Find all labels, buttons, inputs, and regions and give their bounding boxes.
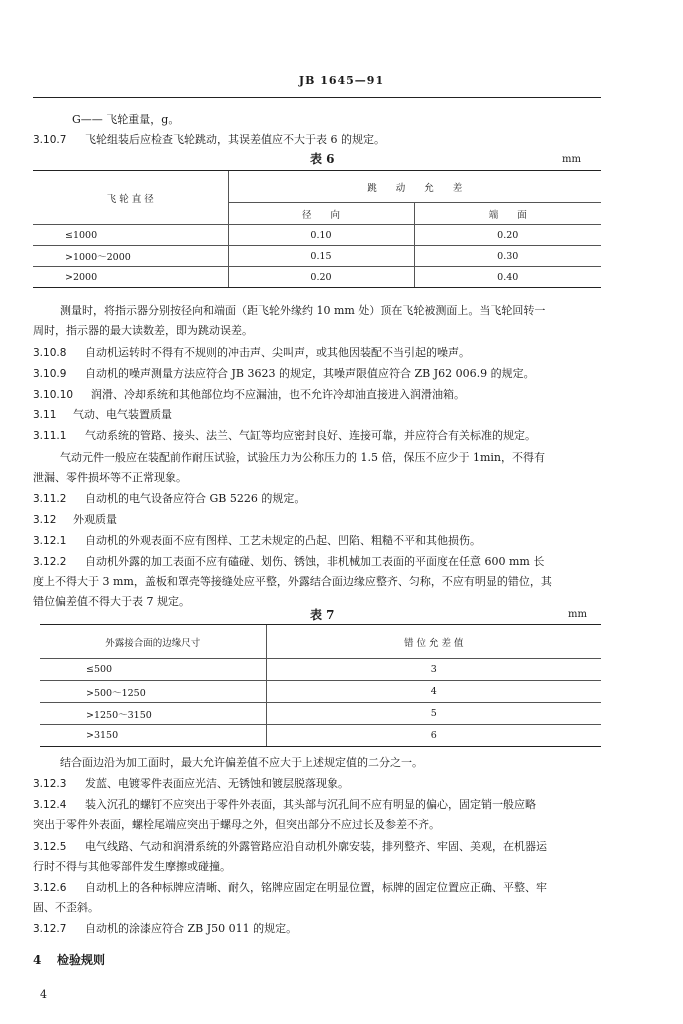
section-3-11 xyxy=(33,408,172,422)
table6-header-diameter: 飞 轮 直 径 xyxy=(33,171,228,225)
section-number: 3.12.7 xyxy=(33,923,67,935)
section-3-10-7 xyxy=(33,133,385,147)
table-row xyxy=(33,225,601,246)
table6-cell-dia: >2000 xyxy=(33,267,228,288)
section-number: 3.11.1 xyxy=(33,430,67,442)
section-3-12 xyxy=(33,513,117,527)
page-header-doc-code: JB 1645—91 xyxy=(298,74,385,87)
table6-header-runout: 跳 动 允 差 xyxy=(228,171,601,203)
section-number: 3.12 xyxy=(33,514,57,526)
section-text: 装入沉孔的螺钉不应突出于零件外表面，其头部与沉孔间不应有明显的偏心，固定销一般应略 xyxy=(85,798,536,811)
section-number: 3.12.2 xyxy=(33,556,67,568)
section-4-heading xyxy=(33,953,105,967)
table7-cell-size: >500～1250 xyxy=(40,681,266,703)
para-pneumatic-line2: 泄漏、零件损坏等不正常现象。 xyxy=(33,471,187,484)
table6-header-face: 端 面 xyxy=(414,203,601,225)
table-row xyxy=(40,681,601,703)
section-3-12-7 xyxy=(33,922,297,936)
table7 xyxy=(40,624,601,747)
table7-cell-dev: 5 xyxy=(266,703,601,725)
page-number: 4 xyxy=(40,988,47,1001)
table-row xyxy=(40,703,601,725)
section-number: 3.11.2 xyxy=(33,493,67,505)
table6-cell-dia: >1000～2000 xyxy=(33,246,228,267)
section-text: 飞轮组装后应检查飞轮跳动，其误差值应不大于表 6 的规定。 xyxy=(85,133,385,146)
section-text: 自动机的电气设备应符合 GB 5226 的规定。 xyxy=(85,492,306,505)
table6-cell-radial: 0.15 xyxy=(228,246,414,267)
section-text: 检验规则 xyxy=(57,953,106,967)
section-text: 气动系统的管路、接头、法兰、气缸等均应密封良好、连接可靠，并应符合有关标准的规定。 xyxy=(85,429,536,442)
table-row xyxy=(40,659,601,681)
section-number: 3.10.8 xyxy=(33,347,67,359)
section-3-12-5-line2: 行时不得与其他零部件发生摩擦或碰撞。 xyxy=(33,860,231,873)
section-number: 3.12.3 xyxy=(33,778,67,790)
section-text: 发蓝、电镀零件表面应光洁、无锈蚀和镀层脱落现象。 xyxy=(85,777,349,790)
table7-header-deviation: 错 位 允 差 值 xyxy=(266,625,601,659)
section-text: 自动机外露的加工表面不应有磕碰、划伤、锈蚀，非机械加工表面的平面度在任意 600 mm 长 xyxy=(85,555,545,568)
table6-header-radial: 径 向 xyxy=(228,203,414,225)
section-3-12-2-line3: 错位偏差值不得大于表 7 规定。 xyxy=(33,595,190,608)
table7-unit: mm xyxy=(568,609,587,620)
table6-cell-dia: ≤1000 xyxy=(33,225,228,246)
table6-cell-radial: 0.10 xyxy=(228,225,414,246)
section-3-12-4 xyxy=(33,798,536,812)
para-measure-line1: 测量时，将指示器分别按径向和端面（距飞轮外缘约 10 mm 处）顶在飞轮被测面上。当飞轮回转一 xyxy=(60,304,546,317)
table-row xyxy=(33,267,601,288)
section-3-12-3 xyxy=(33,777,349,791)
section-number: 3.10.10 xyxy=(33,389,74,401)
table7-cell-dev: 4 xyxy=(266,681,601,703)
table6-unit: mm xyxy=(562,154,581,165)
para-measure-line2: 周时，指示器的最大读数差，即为跳动误差。 xyxy=(33,324,253,337)
table-row xyxy=(40,725,601,747)
section-number: 3.11 xyxy=(33,409,57,421)
section-number: 3.10.7 xyxy=(33,134,67,146)
table7-header-size: 外露接合面的边缘尺寸 xyxy=(40,625,266,659)
table7-cell-dev: 3 xyxy=(266,659,601,681)
section-text: 润滑、冷却系统和其他部位均不应漏油，也不允许冷却油直接进入润滑油箱。 xyxy=(91,388,465,401)
section-text: 电气线路、气动和润滑系统的外露管路应沿自动机外廓安装，排列整齐、牢固、美观，在机器运 xyxy=(85,840,547,853)
section-number: 3.10.9 xyxy=(33,368,67,380)
section-text: 自动机的涂漆应符合 ZB J50 011 的规定。 xyxy=(85,922,298,935)
section-number: 3.12.5 xyxy=(33,841,67,853)
section-3-12-4-line2: 突出于零件外表面，螺栓尾端应突出于螺母之外，但突出部分不应过长及参差不齐。 xyxy=(33,818,440,831)
section-3-12-6-line2: 固、不歪斜。 xyxy=(33,901,99,914)
table7-cell-dev: 6 xyxy=(266,725,601,747)
section-3-12-6 xyxy=(33,881,547,895)
section-3-11-1 xyxy=(33,429,536,443)
header-rule xyxy=(33,97,601,98)
section-3-10-8 xyxy=(33,346,470,360)
section-text: 自动机的外观表面不应有图样、工艺未规定的凸起、凹陷、粗糙不平和其他损伤。 xyxy=(85,534,481,547)
para-pneumatic-line1: 气动元件一般应在装配前作耐压试验，试验压力为公称压力的 1.5 倍，保压不应少于 1min，不得有 xyxy=(60,451,546,464)
table-row xyxy=(33,246,601,267)
section-number: 4 xyxy=(33,953,42,967)
section-number: 3.12.1 xyxy=(33,535,67,547)
para-g-definition: G—— 飞轮重量，g。 xyxy=(72,113,180,126)
section-number: 3.12.6 xyxy=(33,882,67,894)
section-text: 外观质量 xyxy=(73,513,117,526)
section-3-10-10 xyxy=(33,388,465,402)
section-3-11-2 xyxy=(33,492,305,506)
section-text: 气动、电气装置质量 xyxy=(73,408,172,421)
section-3-12-2 xyxy=(33,555,544,569)
table6-cell-radial: 0.20 xyxy=(228,267,414,288)
table6 xyxy=(33,170,601,288)
section-text: 自动机上的各种标牌应清晰、耐久，铭牌应固定在明显位置，标牌的固定位置应正确、平整、牢 xyxy=(85,881,547,894)
table6-cell-face: 0.40 xyxy=(414,267,601,288)
section-3-10-9 xyxy=(33,367,535,381)
table6-cell-face: 0.30 xyxy=(414,246,601,267)
section-3-12-5 xyxy=(33,840,547,854)
section-3-12-2-line2: 度上不得大于 3 mm，盖板和罩壳等接缝处应平整，外露结合面边缘应整齐、匀称，不应有明显的错位，其 xyxy=(33,575,552,588)
table7-cell-size: >3150 xyxy=(40,725,266,747)
section-text: 自动机运转时不得有不规则的冲击声、尖叫声，或其他因装配不当引起的噪声。 xyxy=(85,346,470,359)
section-number: 3.12.4 xyxy=(33,799,67,811)
table7-cell-size: >1250～3150 xyxy=(40,703,266,725)
table7-caption: 表 7 xyxy=(310,608,335,622)
section-3-12-1 xyxy=(33,534,481,548)
table7-cell-size: ≤500 xyxy=(40,659,266,681)
para-joint-edge: 结合面边沿为加工面时，最大允许偏差值不应大于上述规定值的二分之一。 xyxy=(60,756,423,769)
section-text: 自动机的噪声测量方法应符合 JB 3623 的规定，其噪声限值应符合 ZB J62 006.9 的规定。 xyxy=(85,367,535,380)
table6-cell-face: 0.20 xyxy=(414,225,601,246)
table6-caption: 表 6 xyxy=(310,152,335,166)
